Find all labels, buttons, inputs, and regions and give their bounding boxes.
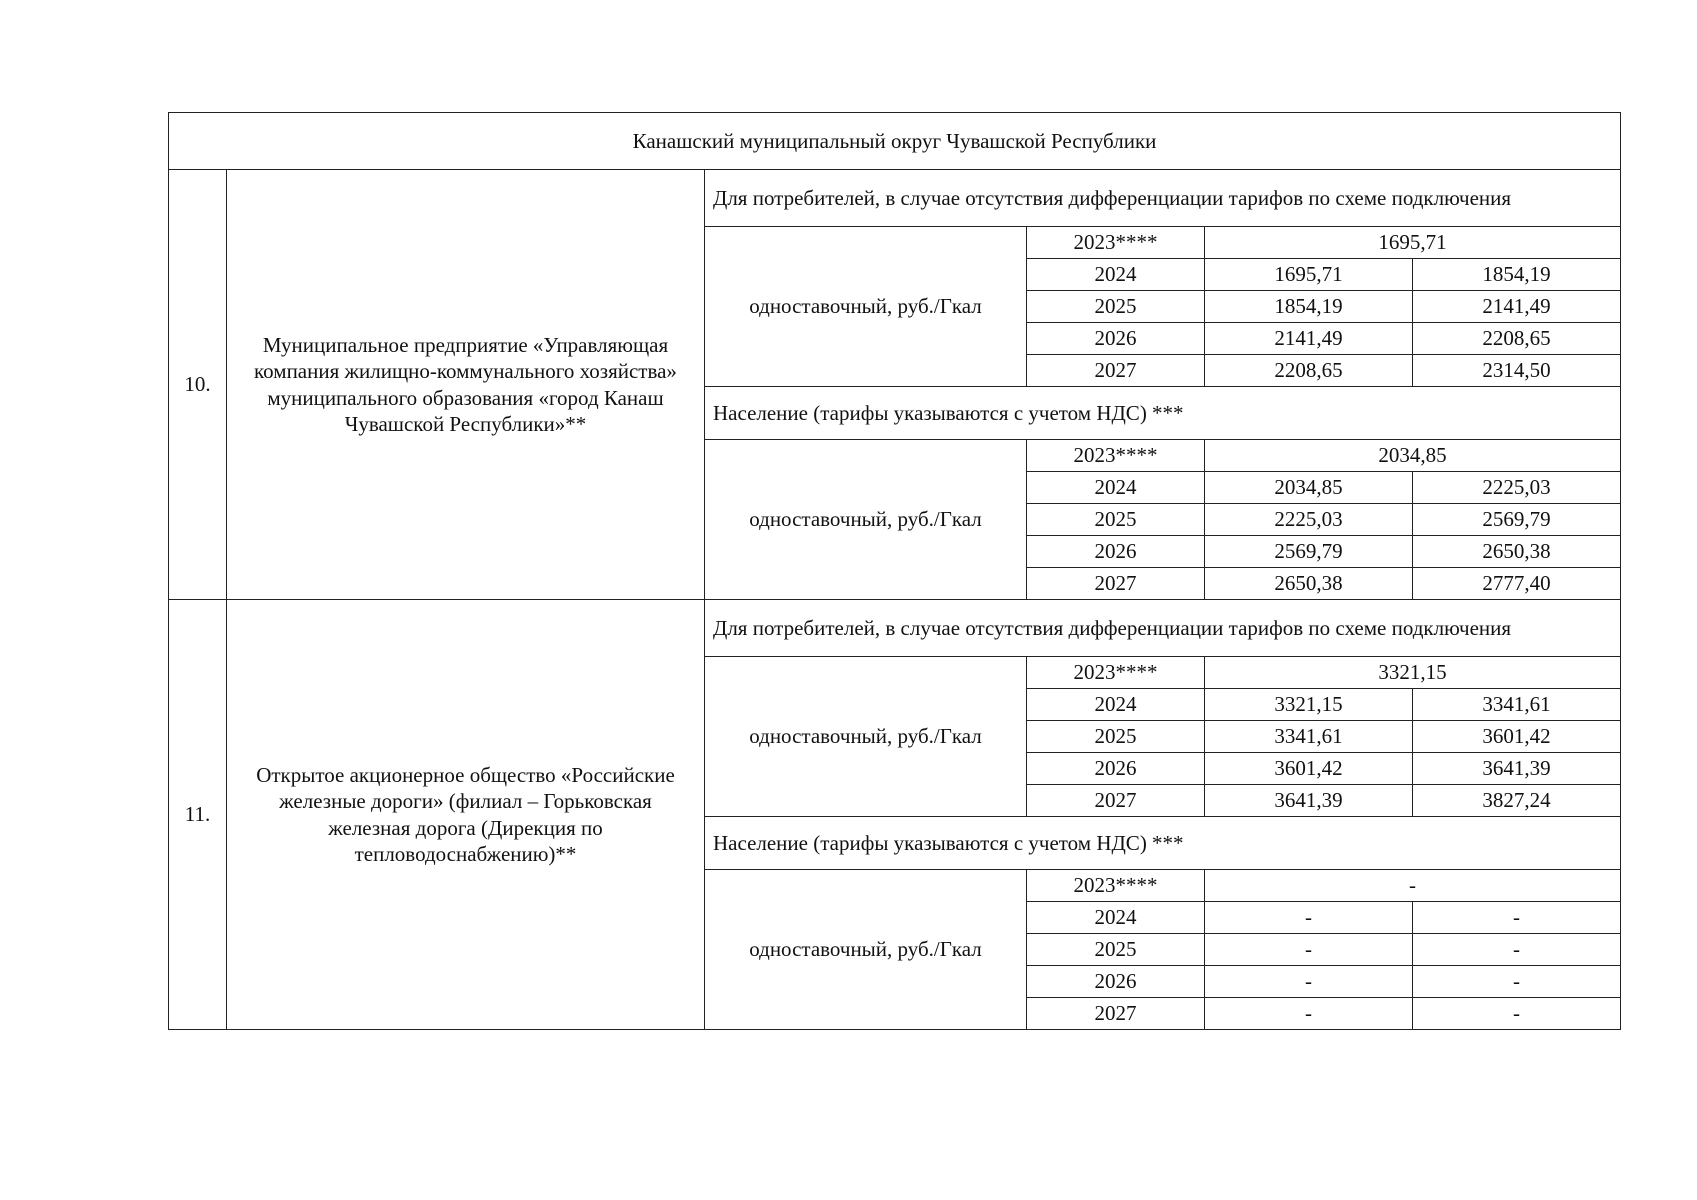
year-cell: 2025 bbox=[1027, 291, 1205, 323]
district-title: Канашский муниципальный округ Чувашской Республики bbox=[169, 113, 1621, 170]
year-cell: 2023**** bbox=[1027, 227, 1205, 259]
rate-type-label: одноставочный, руб./Гкал bbox=[705, 227, 1027, 387]
tariff-value-second-half: 1854,19 bbox=[1413, 259, 1621, 291]
tariff-value-first-half: 3641,39 bbox=[1205, 785, 1413, 817]
title-row bbox=[169, 113, 1621, 170]
tariff-value-second-half: 3641,39 bbox=[1413, 753, 1621, 785]
year-cell: 2023**** bbox=[1027, 870, 1205, 902]
tariff-table bbox=[168, 112, 1621, 1030]
year-cell: 2027 bbox=[1027, 785, 1205, 817]
year-cell: 2027 bbox=[1027, 355, 1205, 387]
group-label: Население (тарифы указываются с учетом НДС) *** bbox=[705, 387, 1621, 440]
organization-name: Муниципальное предприятие «Управляющая компания жилищно-коммунального хозяйства» муниципального образования «город Канаш Чувашской Республики»** bbox=[227, 170, 705, 600]
year-cell: 2026 bbox=[1027, 753, 1205, 785]
year-cell: 2026 bbox=[1027, 966, 1205, 998]
year-cell: 2026 bbox=[1027, 323, 1205, 355]
tariff-value-first-half: 2141,49 bbox=[1205, 323, 1413, 355]
tariff-value-second-half: 2314,50 bbox=[1413, 355, 1621, 387]
entry-number: 11. bbox=[169, 600, 227, 1030]
tariff-value-second-half: 2650,38 bbox=[1413, 536, 1621, 568]
tariff-value-first-half: - bbox=[1205, 966, 1413, 998]
group-label: Для потребителей, в случае отсутствия дифференциации тарифов по схеме подключения bbox=[705, 170, 1621, 227]
tariff-value-second-half: 2225,03 bbox=[1413, 472, 1621, 504]
tariff-value: 2034,85 bbox=[1205, 440, 1621, 472]
group-header-row bbox=[169, 600, 1621, 657]
year-cell: 2024 bbox=[1027, 689, 1205, 721]
tariff-value-first-half: 2650,38 bbox=[1205, 568, 1413, 600]
year-cell: 2023**** bbox=[1027, 440, 1205, 472]
tariff-value-second-half: 2777,40 bbox=[1413, 568, 1621, 600]
tariff-value: 3321,15 bbox=[1205, 657, 1621, 689]
tariff-value-first-half: 3321,15 bbox=[1205, 689, 1413, 721]
tariff-value-second-half: 2208,65 bbox=[1413, 323, 1621, 355]
tariff-value-second-half: 2141,49 bbox=[1413, 291, 1621, 323]
year-cell: 2024 bbox=[1027, 902, 1205, 934]
tariff-value-second-half: - bbox=[1413, 998, 1621, 1030]
group-header-row bbox=[169, 170, 1621, 227]
year-cell: 2027 bbox=[1027, 998, 1205, 1030]
year-cell: 2025 bbox=[1027, 934, 1205, 966]
tariff-value-first-half: 1854,19 bbox=[1205, 291, 1413, 323]
tariff-value-first-half: 1695,71 bbox=[1205, 259, 1413, 291]
tariff-table-body bbox=[169, 113, 1621, 1030]
tariff-value-second-half: - bbox=[1413, 966, 1621, 998]
tariff-value-second-half: - bbox=[1413, 902, 1621, 934]
tariff-value-second-half: - bbox=[1413, 934, 1621, 966]
rate-type-label: одноставочный, руб./Гкал bbox=[705, 440, 1027, 600]
year-cell: 2023**** bbox=[1027, 657, 1205, 689]
tariff-value-first-half: 2034,85 bbox=[1205, 472, 1413, 504]
group-label: Для потребителей, в случае отсутствия дифференциации тарифов по схеме подключения bbox=[705, 600, 1621, 657]
group-label: Население (тарифы указываются с учетом НДС) *** bbox=[705, 817, 1621, 870]
tariff-value-second-half: 3341,61 bbox=[1413, 689, 1621, 721]
tariff-value: 1695,71 bbox=[1205, 227, 1621, 259]
tariff-value-first-half: 2208,65 bbox=[1205, 355, 1413, 387]
tariff-value: - bbox=[1205, 870, 1621, 902]
tariff-value-first-half: - bbox=[1205, 934, 1413, 966]
tariff-value-first-half: 3341,61 bbox=[1205, 721, 1413, 753]
rate-type-label: одноставочный, руб./Гкал bbox=[705, 657, 1027, 817]
tariff-value-first-half: 2569,79 bbox=[1205, 536, 1413, 568]
tariff-value-first-half: - bbox=[1205, 998, 1413, 1030]
tariff-value-first-half: - bbox=[1205, 902, 1413, 934]
year-cell: 2027 bbox=[1027, 568, 1205, 600]
year-cell: 2024 bbox=[1027, 472, 1205, 504]
tariff-value-second-half: 3827,24 bbox=[1413, 785, 1621, 817]
organization-name: Открытое акционерное общество «Российские железные дороги» (филиал – Горьковская железная дорога (Дирекция по тепловодоснабжению)** bbox=[227, 600, 705, 1030]
tariff-value-first-half: 3601,42 bbox=[1205, 753, 1413, 785]
tariff-value-first-half: 2225,03 bbox=[1205, 504, 1413, 536]
year-cell: 2025 bbox=[1027, 504, 1205, 536]
rate-type-label: одноставочный, руб./Гкал bbox=[705, 870, 1027, 1030]
year-cell: 2024 bbox=[1027, 259, 1205, 291]
tariff-value-second-half: 2569,79 bbox=[1413, 504, 1621, 536]
year-cell: 2025 bbox=[1027, 721, 1205, 753]
tariff-value-second-half: 3601,42 bbox=[1413, 721, 1621, 753]
entry-number: 10. bbox=[169, 170, 227, 600]
year-cell: 2026 bbox=[1027, 536, 1205, 568]
